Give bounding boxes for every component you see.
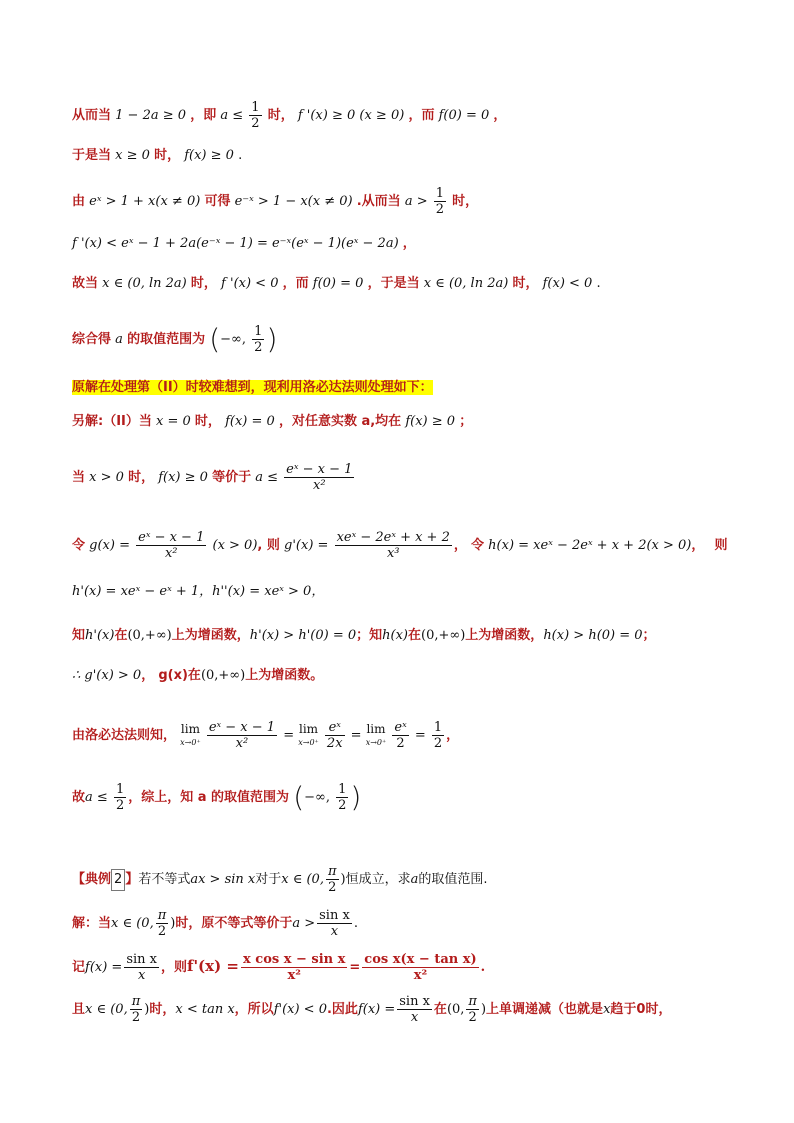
math: h'(x) bbox=[85, 628, 115, 643]
text: ，而 bbox=[408, 108, 435, 123]
line-2 bbox=[72, 146, 242, 166]
math: x ∈ (0, bbox=[111, 916, 154, 931]
text: 时， bbox=[452, 194, 479, 209]
text: 时， bbox=[267, 108, 294, 123]
text: 时，原不等式等价于 bbox=[175, 916, 293, 931]
math: a ≤ bbox=[85, 790, 108, 805]
text: 故 bbox=[72, 790, 86, 805]
fraction: $\frac{\text{eˣ}}{2x}$ bbox=[326, 720, 343, 751]
fraction: $\frac{1}{2}$ bbox=[254, 324, 263, 355]
fraction: $\frac{\pi}{2}$ bbox=[327, 864, 337, 895]
text: 上为增函数， bbox=[465, 628, 544, 643]
text: 的取值范围. bbox=[418, 872, 488, 887]
math: ∴ g'(x) > 0 bbox=[72, 668, 142, 683]
math: f '(x) ≥ 0 (x ≥ 0) bbox=[297, 108, 405, 123]
text: ，所以 bbox=[234, 1002, 274, 1017]
fraction: $\frac{1}{2}$ bbox=[433, 720, 443, 751]
text: . bbox=[353, 916, 358, 931]
line-4 bbox=[72, 234, 416, 254]
math: −∞, bbox=[220, 332, 247, 347]
line-7-highlight bbox=[72, 378, 433, 398]
equals: = bbox=[283, 728, 295, 743]
text: ， bbox=[691, 538, 705, 553]
math: (x > 0) bbox=[212, 538, 258, 553]
text: ，而 bbox=[282, 276, 309, 291]
line-19 bbox=[72, 994, 671, 1025]
text: ， bbox=[141, 668, 155, 683]
fraction: $\frac{\pi}{2}$ bbox=[157, 908, 167, 939]
math: f(x) = bbox=[357, 1002, 396, 1017]
line-17 bbox=[72, 908, 358, 939]
fraction: $\frac{\text{eˣ − x − 1}}{\text{x²}}$ bbox=[208, 720, 276, 751]
math: x ∈ (0, ln 2a) bbox=[102, 276, 187, 291]
text: 令 bbox=[72, 538, 86, 553]
math: g(x) = bbox=[89, 538, 130, 553]
math: f(x) < 0 bbox=[542, 276, 593, 291]
fraction: $\frac{\text{sin x}}{x}$ bbox=[319, 908, 350, 939]
fraction: $\frac{\text{sin x}}{x}$ bbox=[126, 952, 157, 983]
math: 1 − 2a ≥ 0 bbox=[115, 108, 187, 123]
math: h'(x) = xeˣ − eˣ + 1，h''(x) = xeˣ > 0， bbox=[72, 584, 325, 599]
math: f(0) = 0 bbox=[312, 276, 364, 291]
text: 时， bbox=[190, 276, 217, 291]
math: ) bbox=[340, 872, 346, 887]
text: .从而当 bbox=[356, 194, 401, 209]
line-1 bbox=[72, 100, 506, 131]
fraction: $\frac{\text{eˣ − x − 1}}{\text{x²}}$ bbox=[286, 462, 353, 493]
text: 时， bbox=[128, 470, 155, 485]
math: x bbox=[603, 1002, 611, 1017]
line-9 bbox=[72, 462, 356, 493]
math: g'(x) = bbox=[284, 538, 329, 553]
line-5 bbox=[72, 274, 601, 294]
line-11 bbox=[72, 582, 324, 602]
text: 解：当 bbox=[72, 916, 112, 931]
text: 从而当 bbox=[72, 108, 112, 123]
limit: lim x→0⁺ bbox=[180, 721, 201, 747]
line-13 bbox=[72, 666, 323, 686]
text: ； bbox=[459, 414, 473, 429]
math: a > bbox=[292, 916, 316, 931]
text: 在 bbox=[114, 628, 128, 643]
line-6 bbox=[72, 324, 277, 355]
math: x ∈ (0, bbox=[85, 1002, 128, 1017]
text: 综合得 bbox=[72, 332, 112, 347]
text: ，对任意实数 a,均在 bbox=[278, 414, 402, 429]
text: 等价于 bbox=[212, 470, 252, 485]
text: 时， bbox=[149, 1002, 176, 1017]
math: −∞, bbox=[304, 790, 330, 805]
text: 上为增函数。 bbox=[245, 668, 324, 683]
math: f(x) = bbox=[85, 960, 123, 975]
limit: lim x→0⁺ bbox=[365, 721, 387, 747]
math: h(x) > h(0) = 0 bbox=[543, 628, 643, 643]
line-3 bbox=[72, 186, 478, 217]
equals: = bbox=[349, 960, 361, 975]
highlighted-text: 原解在处理第（II）时较难想到，现利用洛必达法则处理如下： bbox=[72, 380, 433, 395]
text: 由 bbox=[72, 194, 86, 209]
text: 0 bbox=[636, 1002, 646, 1017]
left-paren: ( bbox=[209, 322, 221, 356]
text: , 则 bbox=[257, 538, 280, 553]
text: 时， bbox=[194, 414, 221, 429]
text: 在 bbox=[433, 1002, 447, 1017]
math: x ∈ (0, ln 2a) bbox=[423, 276, 509, 291]
text: 在 bbox=[408, 628, 422, 643]
text: 时， bbox=[512, 276, 539, 291]
math: eˣ > 1 + x(x ≠ 0) bbox=[89, 194, 201, 209]
line-15 bbox=[72, 782, 361, 813]
math: f '(x) < eˣ − 1 + 2a(e⁻ˣ − 1) = e⁻ˣ(eˣ − 1)(eˣ − 2a) bbox=[72, 236, 399, 251]
math: x ≥ 0 bbox=[115, 148, 150, 163]
text: 由洛必达法则知， bbox=[72, 728, 177, 743]
math: h'(x) > h'(0) = 0 bbox=[249, 628, 357, 643]
equals: = bbox=[414, 728, 426, 743]
math: f(x) = 0 bbox=[225, 414, 275, 429]
text: ，即 bbox=[190, 108, 217, 123]
line-16-example bbox=[72, 864, 488, 895]
text: .因此 bbox=[326, 1002, 358, 1017]
math: x = 0 bbox=[156, 414, 191, 429]
text: 若不等式 bbox=[138, 872, 191, 887]
text: 故当 bbox=[72, 276, 99, 291]
math: e⁻ˣ > 1 − x(x ≠ 0) bbox=[234, 194, 353, 209]
text: 于是当 bbox=[72, 148, 112, 163]
math: f '(x) < 0 bbox=[221, 276, 279, 291]
math: (0, bbox=[446, 1002, 465, 1017]
text: . bbox=[480, 960, 486, 975]
text: g(x)在 bbox=[158, 668, 201, 683]
math: f(x) ≥ 0 bbox=[158, 470, 208, 485]
text: . bbox=[238, 148, 243, 163]
text: ； bbox=[642, 628, 656, 643]
math: ) bbox=[480, 1002, 487, 1017]
fraction: $\frac{\pi}{2}$ bbox=[131, 994, 141, 1025]
math: a bbox=[115, 332, 123, 347]
line-10 bbox=[72, 530, 728, 561]
text: . bbox=[596, 276, 601, 291]
text: 的取值范围为 bbox=[127, 332, 206, 347]
text: 上单调递减（也就是 bbox=[486, 1002, 604, 1017]
math-red: f'(x) = bbox=[187, 957, 239, 975]
left-paren: ( bbox=[293, 780, 305, 814]
text: 当 bbox=[72, 470, 86, 485]
text: 趋于 bbox=[610, 1002, 637, 1017]
text: 恒成立，求 bbox=[345, 872, 411, 887]
fraction: $\frac{\text{xeˣ − 2eˣ + x + 2}}{\text{x³}}$ bbox=[336, 530, 450, 561]
math: x ∈ (0, bbox=[281, 872, 324, 887]
text: ， bbox=[402, 236, 416, 251]
equals: = bbox=[350, 728, 362, 743]
line-12 bbox=[72, 626, 656, 646]
math: a ≤ bbox=[220, 108, 244, 123]
text: ，综上，知 a 的取值范围为 bbox=[128, 790, 290, 805]
math: (0,+∞) bbox=[421, 628, 466, 643]
fraction: $\frac{\text{eˣ − x − 1}}{\text{x²}}$ bbox=[138, 530, 205, 561]
math: x < tan x bbox=[175, 1002, 235, 1017]
text: 对于 bbox=[255, 872, 282, 887]
fraction-red: $\frac{\text{x cos x − sin x}}{\text{x²}}$ bbox=[243, 952, 346, 983]
text: ， bbox=[453, 538, 467, 553]
math: ) bbox=[144, 1002, 150, 1017]
fraction: $\frac{\pi}{2}$ bbox=[468, 994, 477, 1025]
math: a > bbox=[404, 194, 428, 209]
line-14 bbox=[72, 720, 459, 751]
text: 则 bbox=[714, 538, 728, 553]
fraction: $\frac{\text{sin x}}{x}$ bbox=[399, 994, 430, 1025]
limit: lim x→0⁺ bbox=[298, 721, 319, 747]
math: x > 0 bbox=[89, 470, 124, 485]
right-paren: ) bbox=[266, 322, 278, 356]
math: f(0) = 0 bbox=[438, 108, 490, 123]
math: h(x) bbox=[382, 628, 408, 643]
text: 可得 bbox=[204, 194, 231, 209]
line-18 bbox=[72, 952, 485, 983]
fraction: $\frac{1}{2}$ bbox=[115, 782, 125, 813]
fraction: $\frac{\text{eˣ}}{2}$ bbox=[394, 720, 407, 751]
text: 上为增函数， bbox=[171, 628, 250, 643]
math: f(x) ≥ 0 bbox=[184, 148, 234, 163]
text: 记 bbox=[72, 960, 86, 975]
math: (0,+∞) bbox=[200, 668, 246, 683]
text: ；知 bbox=[356, 628, 383, 643]
math: a ≤ bbox=[255, 470, 279, 485]
example-tag: 【典例 2 】 bbox=[72, 872, 138, 887]
text: 时， bbox=[645, 1002, 672, 1017]
math: ) bbox=[170, 916, 176, 931]
text: 另解:（II）当 bbox=[72, 414, 152, 429]
math: h(x) = xeˣ − 2eˣ + x + 2(x > 0) bbox=[488, 538, 692, 553]
text: ， bbox=[493, 108, 507, 123]
text: 知 bbox=[72, 628, 86, 643]
text: 令 bbox=[471, 538, 485, 553]
text: 且 bbox=[72, 1002, 86, 1017]
math: f(x) ≥ 0 bbox=[405, 414, 456, 429]
text: 时， bbox=[154, 148, 181, 163]
math: a bbox=[410, 872, 419, 887]
text: ，于是当 bbox=[367, 276, 420, 291]
math: (0,+∞) bbox=[127, 628, 172, 643]
math: ax > sin x bbox=[190, 872, 256, 887]
fraction: $\frac{1}{2}$ bbox=[338, 782, 347, 813]
fraction-red: $\frac{\text{cos x(x − tan x)}}{\text{x²}}$ bbox=[364, 952, 477, 983]
fraction: $\frac{1}{2}$ bbox=[435, 186, 445, 217]
fraction: $\frac{1}{2}$ bbox=[251, 100, 260, 131]
line-8 bbox=[72, 412, 472, 432]
right-paren: ) bbox=[350, 780, 362, 814]
text: ， bbox=[446, 728, 460, 743]
math: f'(x) < 0 bbox=[273, 1002, 327, 1017]
text: ，则 bbox=[161, 960, 188, 975]
